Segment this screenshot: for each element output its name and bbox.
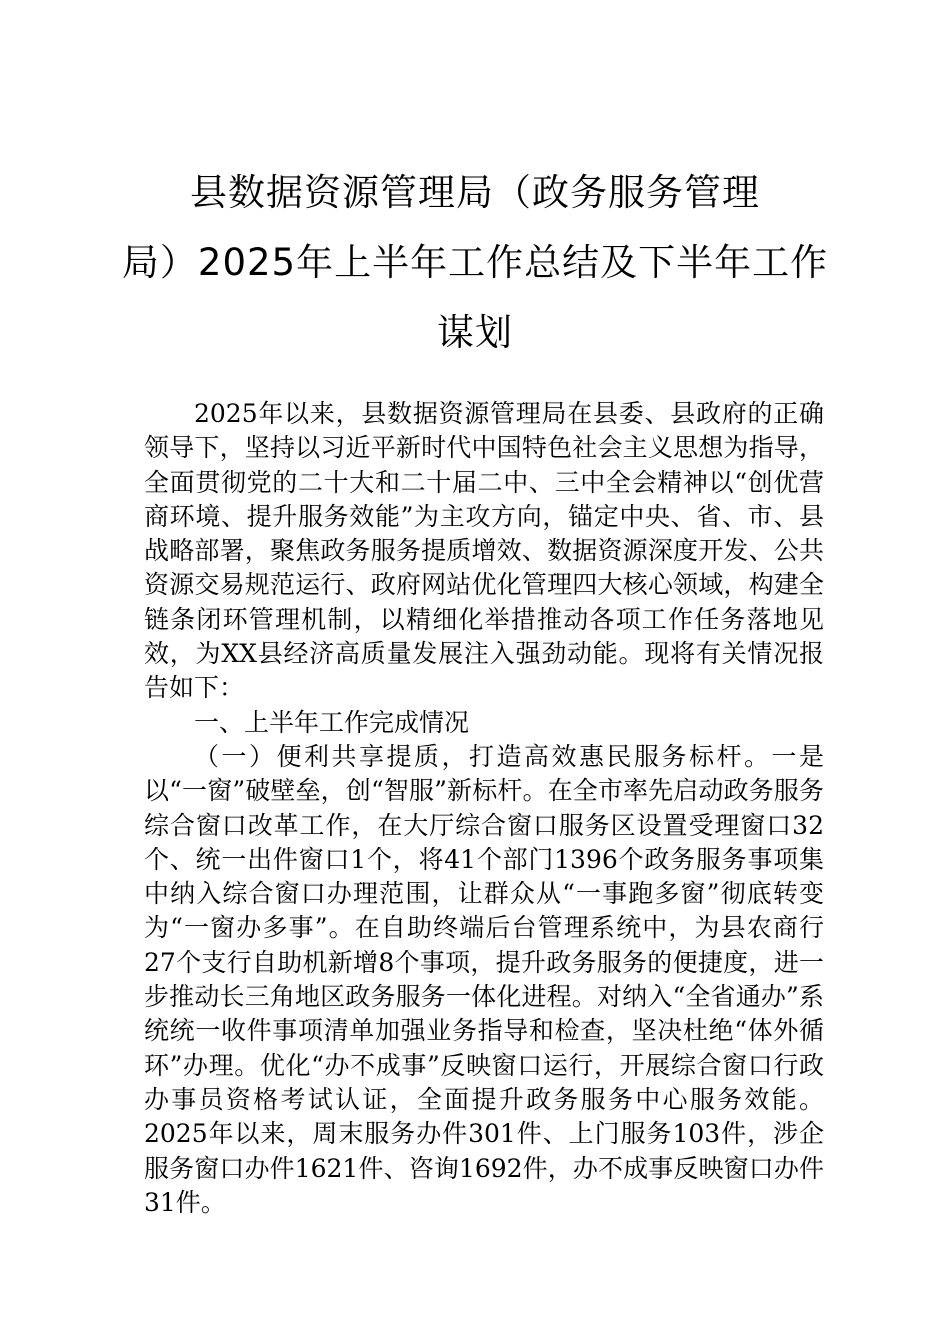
body-paragraph: （一）便利共享提质，打造高效惠民服务标杆。一是以“一窗”破壁垒，创“智服”新标杆。在全市率先启动政务服务综合窗口改革工作，在大厅综合窗口服务区设置受理窗口32个、统一出件窗口1个，将41个部门1396个政务服务事项集中纳入综合窗口办理范围，让群众从“一事跑多窗”彻底转变为“一窗办多事”。在自助终端后台管理系统中，为县农商行27个支行自助机新增8个事项，提升政务服务的便捷度，进一步推动长三角地区政务服务一体化进程。对纳入“全省通办”系统统一收件事项清单加强业务指导和检查，坚决杜绝“体外循环”办理。优化“办不成事”反映窗口运行，开展综合窗口行政办事员资格考试认证，全面提升政务服务中心服务效能。2025年以来，周末服务办件301件、上门服务103件，涉企服务窗口办件1621件、咨询1692件，办不成事反映窗口办件31件。 bbox=[144, 741, 824, 1217]
intro-paragraph: 2025年以来，县数据资源管理局在县委、县政府的正确领导下，坚持以习近平新时代中国特色社会主义思想为指导，全面贯彻党的二十大和二十届二中、三中全会精神以“创优营商环境、提升服务效能”为主攻方向，锚定中央、省、市、县战略部署，聚焦政务服务提质增效、数据资源深度开发、公共资源交易规范运行、政府网站优化管理四大核心领域，构建全链条闭环管理机制，以精细化举措推动各项工作任务落地见效，为XX县经济高质量发展注入强劲动能。现将有关情况报告如下： bbox=[144, 399, 824, 703]
title-line-3: 谋划 bbox=[437, 311, 513, 354]
section-heading: 一、上半年工作完成情况 bbox=[194, 707, 470, 737]
document-title bbox=[120, 158, 830, 368]
document-body bbox=[144, 397, 824, 1220]
title-line-1: 县数据资源管理局（政务服务管理 bbox=[190, 171, 760, 214]
title-line-2: 局）2025年上半年工作总结及下半年工作 bbox=[121, 241, 829, 284]
